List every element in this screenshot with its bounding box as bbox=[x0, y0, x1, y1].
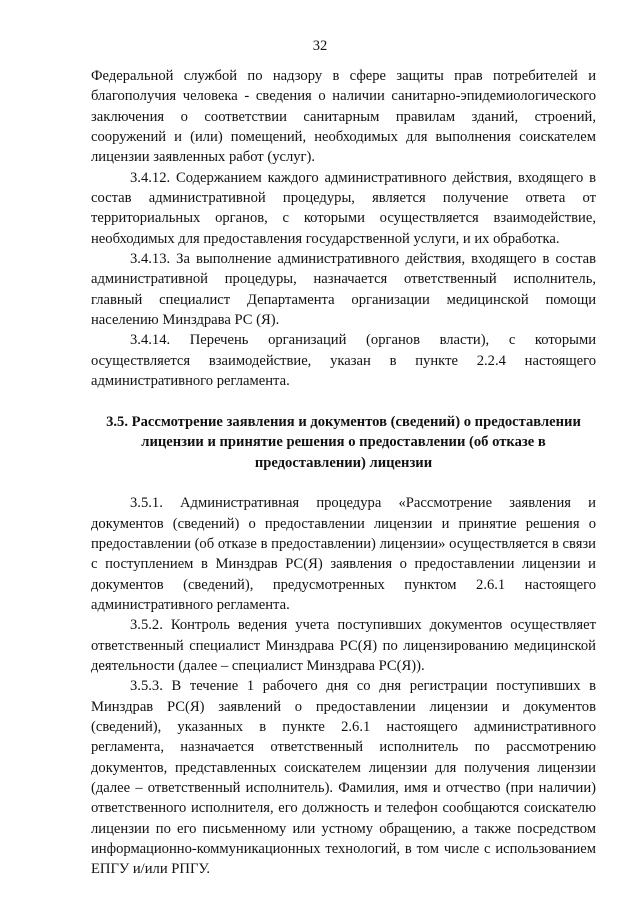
paragraph-3-5-1: 3.5.1. Административная процедура «Рассмотрение заявления и документов (сведений) о предоставлении лицензии и принятие решения о предоставлении (об отказе в предоставлении) лицензии» осуществляется в связи с поступлением в Минздрав РС(Я) заявления о предоставлении лицензии и документов (сведений), предусмотренных пунктом 2.6.1 настоящего административного регламента. bbox=[91, 495, 596, 613]
page-number: 32 bbox=[312, 38, 328, 54]
document-body bbox=[91, 66, 596, 880]
section-spacer bbox=[91, 392, 596, 412]
section-spacer bbox=[91, 473, 596, 493]
paragraph-3-4-14: 3.4.14. Перечень организаций (органов власти), с которыми осуществляется взаимодействие, указан в пункте 2.2.4 настоящего административного регламента. bbox=[91, 332, 596, 390]
paragraph-3-5-2: 3.5.2. Контроль ведения учета поступивших документов осуществляет ответственный специалист Минздрава РС(Я) по лицензированию медицинской деятельности (далее – специалист Минздрава РС(Я)). bbox=[91, 617, 596, 674]
section-heading-3-5: 3.5. Рассмотрение заявления и документов (сведений) о предоставлении лицензии и принятие решения о предоставлении (об отказе в предоставлении) лицензии bbox=[106, 413, 581, 471]
paragraph-3-4-13: 3.4.13. За выполнение административного действия, входящего в состав административной процедуры, назначается ответственный исполнитель, главный специалист Департамента организации медицинской помощи населению Минздрава РС (Я). bbox=[91, 251, 596, 329]
paragraph-intro-continuation: Федеральной службой по надзору в сфере защиты прав потребителей и благополучия человека - сведения о наличии санитарно-эпидемиологического заключения о соответствии санитарным правилам зданий, строений, сооружений и (или) помещений, необходимых для выполнения соискателем лицензии заявленных работ (услуг). bbox=[91, 68, 596, 166]
paragraph-3-4-12: 3.4.12. Содержанием каждого административного действия, входящего в состав административной процедуры, является получение ответа от территориальных органов, с которыми осуществляется взаимодействие, необходимых для предоставления государственной услуги, и их обработка. bbox=[91, 169, 596, 247]
paragraph-3-5-3: 3.5.3. В течение 1 рабочего дня со дня регистрации поступивших в Минздрав РС(Я) заявлений о предоставлении лицензии и документов (сведений), указанных в пункте 2.6.1 настоящего административного регламента, назначается ответственный исполнитель по рассмотрению документов, представленных соискателем лицензии для получения лицензии (далее – ответственный исполнитель). Фамилия, имя и отчество (при наличии) ответственного исполнителя, его должность и телефон сообщаются соискателю лицензии по его письменному или устному обращению, а также посредством информационно-коммуникационных технологий, в том числе с использованием ЕПГУ и/или РПГУ. bbox=[91, 678, 596, 878]
